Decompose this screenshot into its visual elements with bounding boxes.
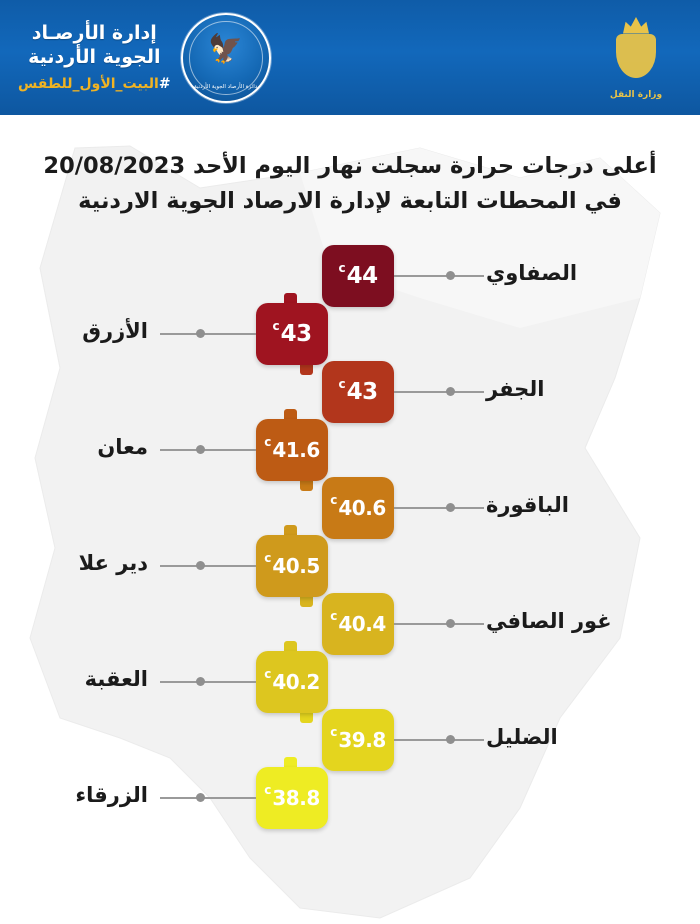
temperature-node — [322, 593, 394, 655]
temperature-node — [322, 245, 394, 307]
station-label: معان — [97, 434, 148, 459]
temperature-unit: c — [264, 782, 272, 797]
temperature-unit: c — [330, 608, 338, 623]
temperature-node — [256, 651, 328, 713]
station-label: الضليل — [486, 724, 558, 749]
temperature-node — [322, 361, 394, 423]
label-connector — [394, 739, 484, 741]
connector-dot — [196, 793, 205, 802]
temperature-unit: c — [338, 260, 346, 275]
temperature-unit: c — [264, 666, 272, 681]
station-label: الأزرق — [82, 318, 148, 343]
temperature-node — [256, 419, 328, 481]
temperature-value: 43 — [280, 320, 312, 347]
logo-caption: دائرة الأرصاد الجوية الأردنية — [193, 83, 258, 90]
department-title-line-2: الجوية الأردنية — [28, 45, 161, 68]
temperature-node — [256, 767, 328, 829]
department-title-line-1: إدارة الأرصـاد — [31, 22, 157, 44]
station-label: الصفاوي — [486, 260, 578, 285]
connector-dot — [446, 387, 455, 396]
temperature-unit: c — [338, 376, 346, 391]
connector-dot — [446, 619, 455, 628]
temperature-node — [256, 535, 328, 597]
temperature-unit: c — [272, 318, 280, 333]
station-label: الجفر — [486, 376, 545, 401]
connector-dot — [446, 503, 455, 512]
temperature-node — [256, 303, 328, 365]
connector-dot — [196, 561, 205, 570]
temperature-value: 39.8 — [338, 727, 386, 752]
page-title — [0, 115, 700, 219]
temperature-value: 43 — [346, 378, 378, 405]
station-label: غور الصافي — [486, 608, 612, 633]
emblem-crown — [623, 16, 649, 34]
label-connector — [160, 333, 256, 335]
label-connector — [394, 275, 484, 277]
temperature-node — [322, 709, 394, 771]
temperature-value: 40.4 — [338, 611, 386, 636]
label-connector — [160, 681, 256, 683]
label-connector — [160, 797, 256, 799]
connector-dot — [196, 677, 205, 686]
temperature-value: 44 — [346, 262, 378, 289]
connector-dot — [446, 735, 455, 744]
station-label: دير علا — [78, 550, 148, 575]
jmd-logo — [181, 13, 271, 103]
title-line-1: أعلى درجات حرارة سجلت نهار اليوم الأحد 20/08/2023 — [43, 153, 657, 179]
temperature-unit: c — [330, 492, 338, 507]
temperature-unit: c — [330, 724, 338, 739]
temperature-unit: c — [264, 550, 272, 565]
temperature-value: 40.2 — [272, 669, 320, 694]
station-label: الباقورة — [486, 492, 569, 517]
temperature-value: 40.6 — [338, 495, 386, 520]
temperature-node — [322, 477, 394, 539]
emblem-shield — [616, 34, 656, 78]
eagle-icon: 🦅 — [208, 31, 244, 65]
hash-symbol: # — [158, 75, 171, 92]
label-connector — [394, 507, 484, 509]
label-connector — [394, 623, 484, 625]
temperature-value: 38.8 — [272, 785, 320, 810]
station-label: العقبة — [84, 666, 148, 691]
title-line-2: في المحطات التابعة لإدارة الارصاد الجوية الاردنية — [78, 187, 622, 214]
hashtag-text: البيت_الأول_للطقس — [18, 75, 159, 92]
page-header — [0, 0, 700, 115]
temperature-value: 41.6 — [272, 437, 320, 462]
label-connector — [160, 565, 256, 567]
temperature-unit: c — [264, 434, 272, 449]
hashtag-slogan — [18, 76, 171, 94]
label-connector — [160, 449, 256, 451]
temperature-chart — [0, 241, 700, 821]
emblem-caption: وزارة النقل — [609, 89, 663, 100]
connector-dot — [196, 329, 205, 338]
jordan-emblem-icon — [590, 12, 682, 104]
label-connector — [394, 391, 484, 393]
temperature-value: 40.5 — [272, 553, 320, 578]
connector-dot — [446, 271, 455, 280]
connector-dot — [196, 445, 205, 454]
department-title-block — [18, 22, 171, 93]
station-label: الزرقاء — [75, 782, 148, 807]
